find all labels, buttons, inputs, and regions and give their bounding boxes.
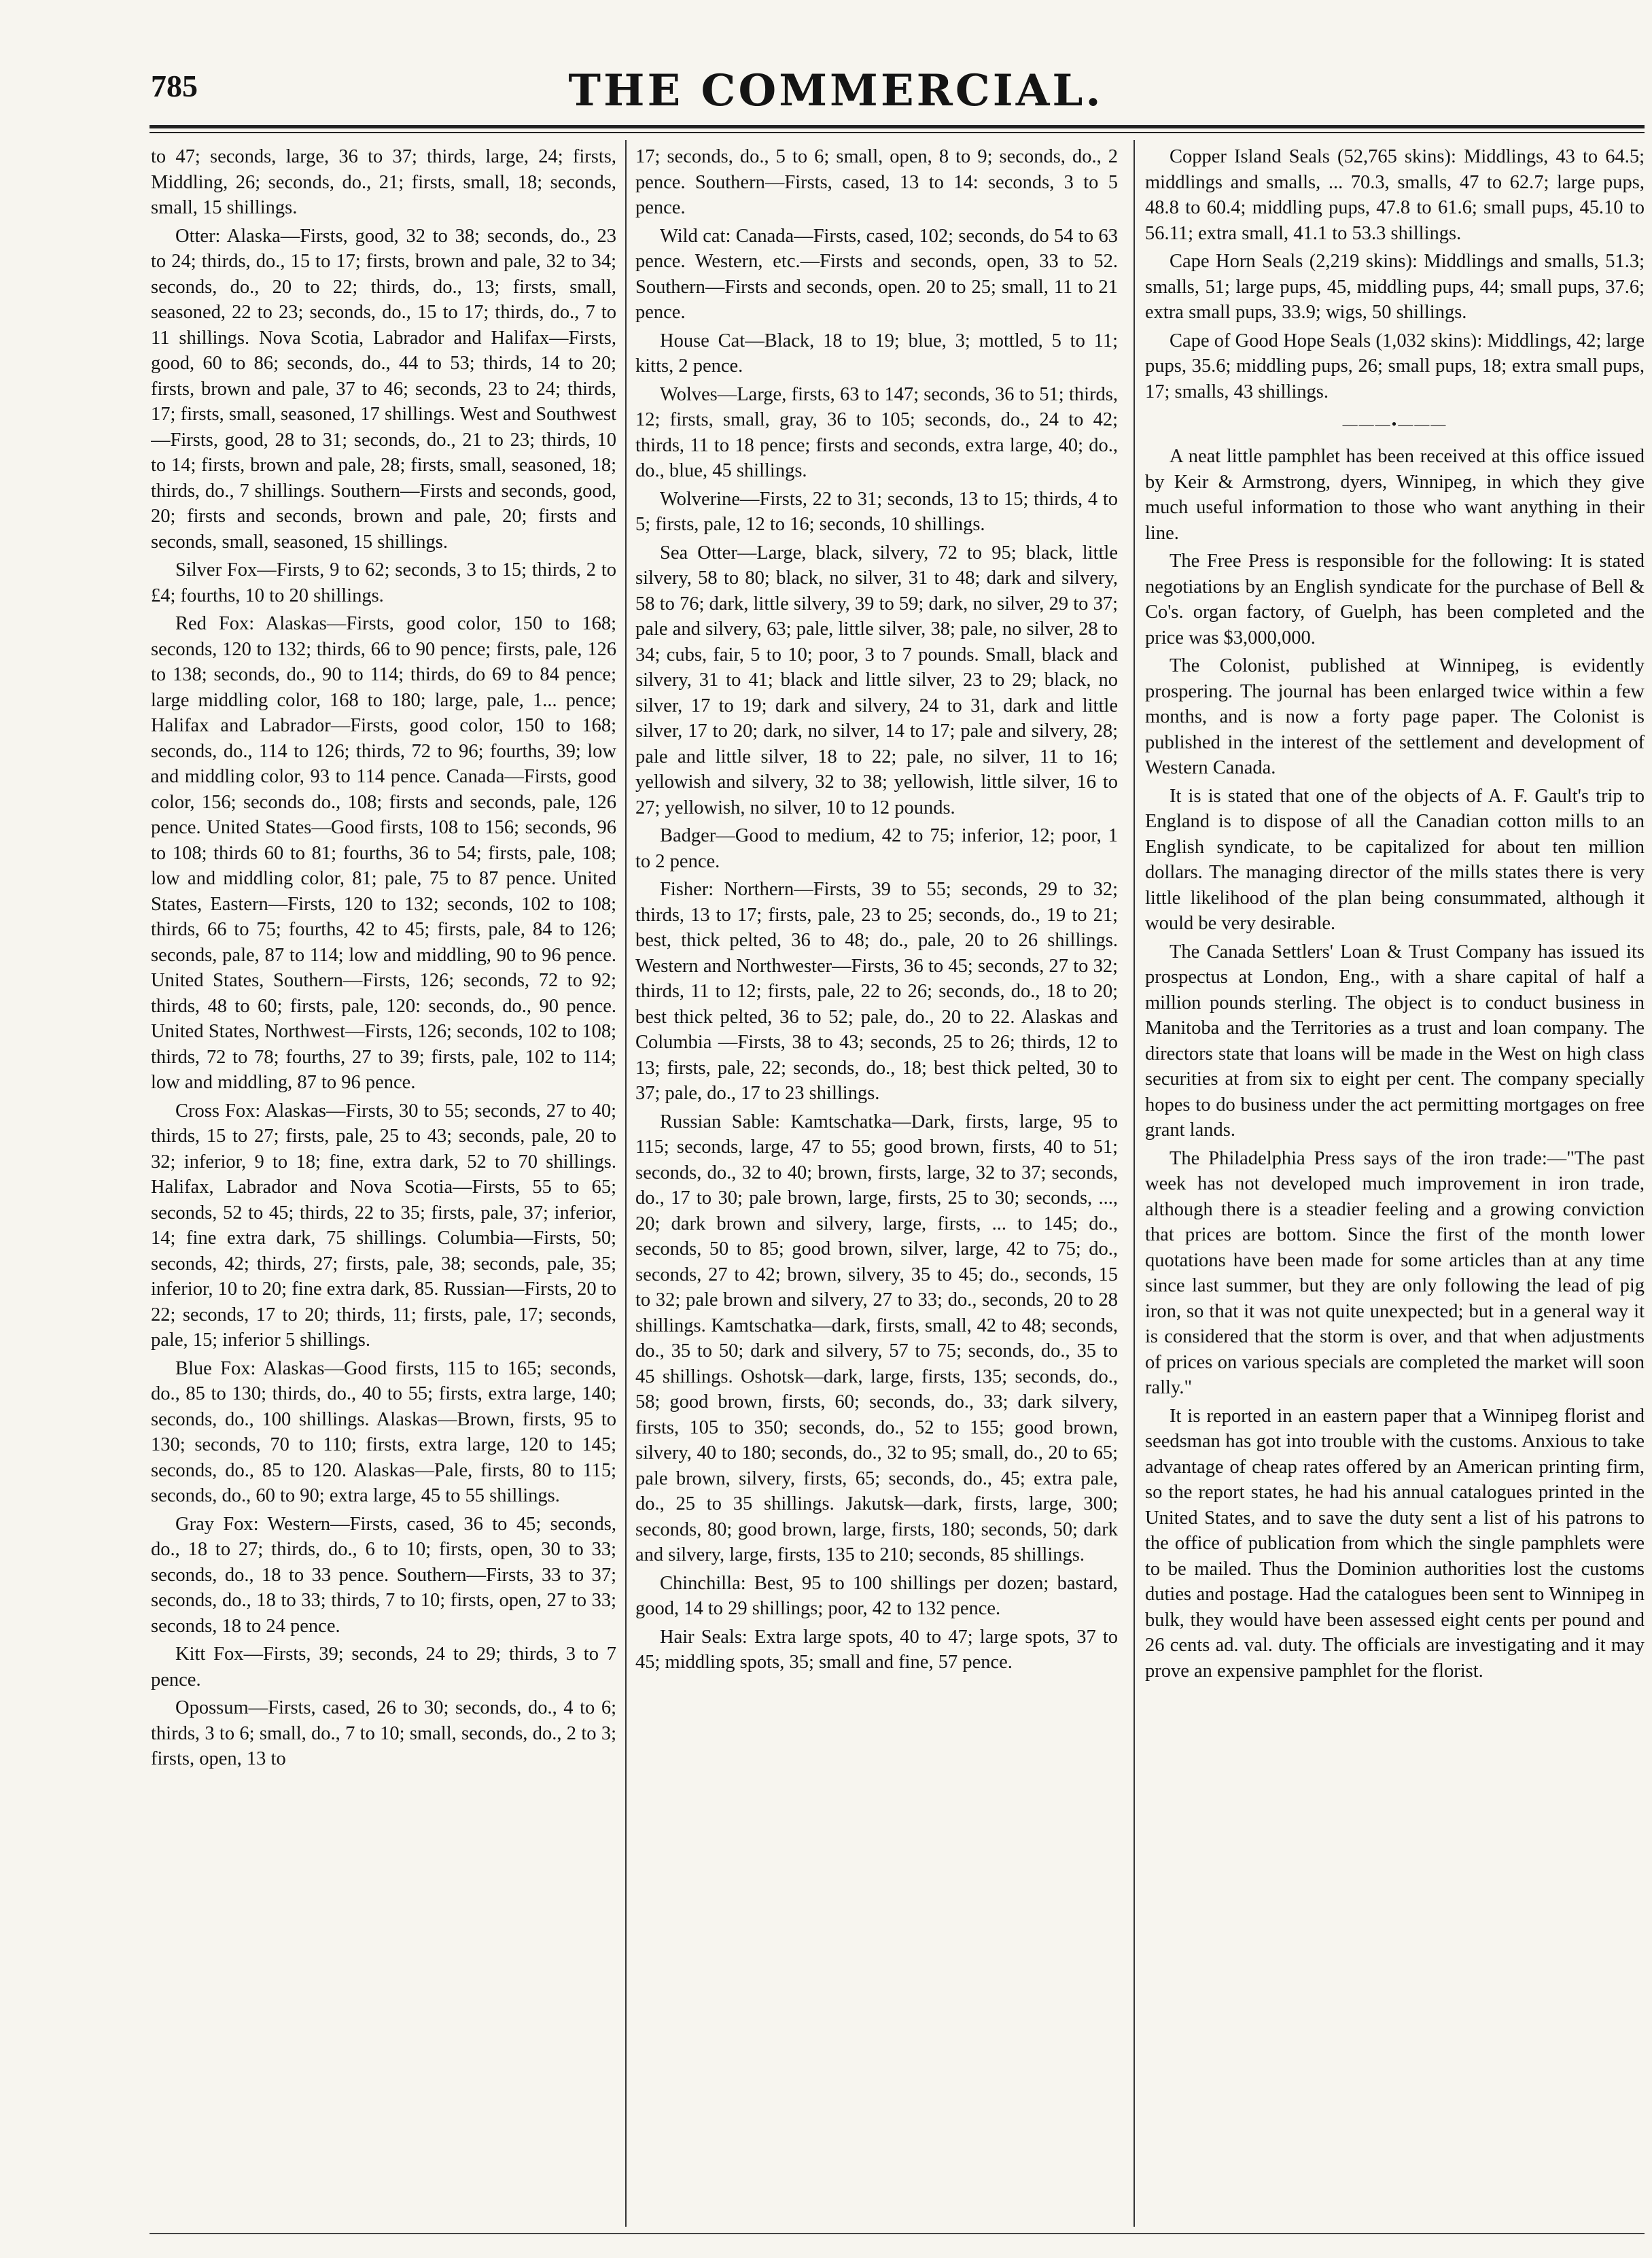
paragraph: Chinchilla: Best, 95 to 100 shillings per dozen; bastard, good, 14 to 29 shillings; poor, 42 to 132 pence. [635,1572,1118,1619]
paragraph: Badger—Good to medium, 42 to 75; inferior, 12; poor, 1 to 2 pence. [635,825,1118,872]
paragraph: Otter: Alaska—Firsts, good, 32 to 38; seconds, do., 23 to 24; thirds, do., 15 to 17; firsts, brown and pale, 32 to 34; seconds, do., 20 to 22; thirds, do., 13; firsts, small, seasoned, 22 to 23; seconds, do., 15 to 17; thirds, do., 7 to 11 shillings. Nova Scotia, Labrador and Halifax—Firsts, good, 60 to 86; seconds, do., 44 to 53; thirds, 14 to 20; firsts, brown and pale, 37 to 46; seconds, 23 to 24; thirds, 17; firsts, small, seasoned, 17 shillings. West and Southwest—Firsts, good, 28 to 31; seconds, do., 21 to 23; thirds, 10 to 14; firsts, brown and pale, 28; firsts, small, seasoned, 18; thirds, do., 7 shillings. Southern—Firsts and seconds, good, 20; firsts and seconds, brown and pale, 20; firsts and seconds, small, seasoned, 15 shillings. [151,225,616,553]
paragraph: Cape of Good Hope Seals (1,032 skins): Middlings, 42; large pups, 35.6; middling pups, 26; small pups, 18; extra small pups, 17; smalls, 43 shillings. [1145,330,1645,402]
paragraph: Kitt Fox—Firsts, 39; seconds, 24 to 29; thirds, 3 to 7 pence. [151,1644,616,1690]
paragraph: Red Fox: Alaskas—Firsts, good color, 150 to 168; seconds, 120 to 132; thirds, 66 to 90 pence; firsts, pale, 126 to 138; seconds, do., 90 to 114; thirds, do 69 to 84 pence; large middling color, 168 to 180; large, pale, 1... pence; Halifax and Labrador—Firsts, good color, 150 to 168; seconds, do., 114 to 126; thirds, 72 to 96; fourths, 39; low and middling color, 93 to 114 pence. Canada—Firsts, good color, 156; seconds do., 108; firsts and seconds, pale, 126 pence. United States—Good firsts, 108 to 156; seconds, 96 to 108; thirds 60 to 81; fourths, 36 to 54; firsts, pale, 108; low and middling color, 81; pale, 75 to 87 pence. United States, Eastern—Firsts, 120 to 132; seconds, 102 to 108; thirds, 66 to 75; fourths, 42 to 45; firsts, pale, 84 to 126; seconds, pale, 87 to 114; low and middling, 90 to 96 pence. United States, Southern—Firsts, 126; seconds, 72 to 92; thirds, 48 to 60; firsts, pale, 120: seconds, do., 90 pence. United States, Northwest—Firsts, 126; seconds, 102 to 108; thirds, 72 to 78; fourths, 27 to 39; firsts, pale, 102 to 114; low and middling, 87 to 96 pence. [151,613,616,1093]
footer-rule [150,2233,1645,2234]
paragraph: The Canada Settlers' Loan & Trust Company has issued its prospectus at London, Eng., with a share capital of half a million pounds sterling. The object is to conduct business in Manitoba and the Territories as a trust and loan company. The directors state that loans will be made in the West on high class securities at from six to eight per cent. The company specially hopes to do business under the act permitting mortgages on free grant lands. [1145,941,1645,1141]
column-1 [151,144,616,2224]
paragraph: Fisher: Northern—Firsts, 39 to 55; seconds, 29 to 32; thirds, 13 to 17; firsts, pale, 23 to 25; seconds, do., 19 to 21; best, thick pelted, 36 to 48; do., pale, 20 to 26 shillings. Western and Northwester—Firsts, 36 to 45; seconds, 27 to 32; thirds, 11 to 12; firsts, pale, 22 to 26; seconds, do., 18 to 20; best thick pelted, 36 to 52; pale, do., 20 to 22. Alaskas and Columbia —Firsts, 38 to 43; seconds, 25 to 26; thirds, 12 to 13; firsts, pale, 22; seconds, do., 18; best thick pelted, 30 to 37; pale, do., 17 to 23 shillings. [635,879,1118,1104]
paragraph: Sea Otter—Large, black, silvery, 72 to 95; black, little silvery, 58 to 80; black, no silver, 31 to 48; dark and silvery, 58 to 76; dark, little silvery, 39 to 59; dark, no silver, 29 to 37; pale and silvery, 63; pale, little silver, 38; pale, no silver, 28 to 34; cubs, fair, 5 to 10; poor, 3 to 7 pounds. Small, black and silvery, 31 to 41; black and little silver, 23 to 29; black, no silver, 17 to 19; dark and silvery, 24 to 31, dark and little silver, 17 to 20; dark, no silver, 14 to 17; pale and silvery, 28; pale and little silver, 18 to 22; pale, no silver, 11 to 16; yellowish and silvery, 32 to 38; yellowish, little silver, 16 to 27; yellowish, no silver, 10 to 12 pounds. [635,542,1118,818]
paragraph: Wolves—Large, firsts, 63 to 147; seconds, 36 to 51; thirds, 12; firsts, small, gray, 36 to 105; seconds, do., 24 to 42; thirds, 11 to 18 pence; firsts and seconds, extra large, 40; do., do., blue, 45 shillings. [635,383,1118,481]
paragraph: Silver Fox—Firsts, 9 to 62; seconds, 3 to 15; thirds, 2 to £4; fourths, 10 to 20 shillings. [151,559,616,606]
paragraph: 17; seconds, do., 5 to 6; small, open, 8 to 9; seconds, do., 2 pence. Southern—Firsts, cased, 13 to 14: seconds, 3 to 5 pence. [635,146,1118,218]
header-rule [150,125,1645,128]
paragraph: It is is stated that one of the objects of A. F. Gault's trip to England is to dispose of all the Canadian cotton mills to an English syndicate, to be capitalized for about ten million dollars. The managing director of the mills states there is very little likelihood of the plan being consummated, although it would be very desirable. [1145,785,1645,934]
paragraph: Cross Fox: Alaskas—Firsts, 30 to 55; seconds, 27 to 40; thirds, 15 to 27; firsts, pale, 25 to 43; seconds, pale, 20 to 32; inferior, 9 to 18; fine, extra dark, 52 to 70 shillings. Halifax, Labrador and Nova Scotia—Firsts, 55 to 65; seconds, 52 to 45; thirds, 22 to 35; firsts, pale, 37; inferior, 14; fine extra dark, 75 shillings. Columbia—Firsts, 50; seconds, 42; thirds, 27; firsts, pale, 38; seconds, pale, 35; inferior, 10 to 20; fine extra dark, 85. Russian—Firsts, 20 to 22; seconds, 17 to 20; thirds, 11; firsts, pale, 17; seconds, pale, 15; inferior 5 shillings. [151,1100,616,1351]
paragraph: Wolverine—Firsts, 22 to 31; seconds, 13 to 15; thirds, 4 to 5; firsts, pale, 12 to 16; seconds, 10 shillings. [635,488,1118,535]
paragraph: Cape Horn Seals (2,219 skins): Middlings and smalls, 51.3; smalls, 51; large pups, 45, middling pups, 44; small pups, 37.6; extra small pups, 33.9; wigs, 50 shillings. [1145,251,1645,323]
paragraph: Opossum—Firsts, cased, 26 to 30; seconds, do., 4 to 6; thirds, 3 to 6; small, do., 7 to 10; small, seconds, do., 2 to 3; firsts, open, 13 to [151,1697,616,1769]
paragraph: Copper Island Seals (52,765 skins): Middlings, 43 to 64.5; middlings and smalls, ... 70.3, smalls, 47 to 62.7; large pups, 48.8 to 60.4; middling pups, 47.8 to 61.6; small pups, 45.10 to 56.11; extra small, 41.1 to 53.3 shillings. [1145,146,1645,244]
column-rule [625,140,627,2227]
paragraph: Russian Sable: Kamtschatka—Dark, firsts, large, 95 to 115; seconds, large, 47 to 55; good brown, firsts, 40 to 51; seconds, do., 32 to 40; brown, firsts, large, 32 to 37; seconds, do., 17 to 30; pale brown, large, firsts, 25 to 30; seconds, ..., 20; dark brown and silvery, large, firsts, ... to 145; do., seconds, 50 to 85; good brown, silver, large, 42 to 75; do., seconds, 27 to 42; brown, silvery, 35 to 45; do., seconds, 15 to 32; pale brown and silvery, 27 to 33; do., seconds, 20 to 28 shillings. Kamtschatka—dark, firsts, small, 42 to 48; seconds, do., 35 to 50; dark and silvery, 57 to 75; seconds, do., 35 to 45 shillings. Oshotsk—dark, large, firsts, 135; seconds, do., 58; good brown, firsts, 60; seconds, do., 33; dark silvery, firsts, 105 to 350; seconds, do., 52 to 155; good brown, silvery, 40 to 180; seconds, do., 32 to 95; small, do., 20 to 65; pale brown, silvery, firsts, 65; seconds, do., 45; extra pale, do., 25 to 35 shillings. Jakutsk—dark, firsts, large, 300; seconds, 80; good brown, large, firsts, 180; seconds, 50; dark and silvery, large, firsts, 135 to 210; seconds, 85 shillings. [635,1111,1118,1565]
column-rule [1133,140,1135,2227]
paragraph: A neat little pamphlet has been received at this office issued by Keir & Armstrong, dyers, Winnipeg, in which they give much useful information to those who want anything in their line. [1145,446,1645,544]
page-number: 785 [151,69,198,103]
paragraph: It is reported in an eastern paper that a Winnipeg florist and seedsman has got into trouble with the customs. Anxious to take advantage of cheap rates offered by an American printing firm, so the report states, he had his annual catalogues printed in the United States, and to save the duty sent a list of his patrons to the office of publication from which the single pamphlets were to be mailed. Thus the Dominion authorities lost the customs duties and postage. Had the catalogues been sent to Winnipeg in bulk, they would have been assessed eight cents per pound and 26 cents ad. val. duty. The officials are investigating and it may prove an expensive pamphlet for the florist. [1145,1405,1645,1682]
paragraph: The Philadelphia Press says of the iron trade:—"The past week has not developed much improvement in iron trade, although there is a steadier feeling and a growing conviction that prices are bottom. Since the first of the month lower quotations have been made for some articles than at any time since last summer, but they are only following the lead of pig iron, so that it was not quite unexpected; but in a general way it is considered that the storm is over, and that when adjustments of prices on various specials are completed the market will soon rally." [1145,1147,1645,1398]
paragraph: to 47; seconds, large, 36 to 37; thirds, large, 24; firsts, Middling, 26; seconds, do., 21; firsts, small, 18; seconds, small, 15 shillings. [151,146,616,218]
header-rule-thin [150,132,1645,133]
column-2 [635,144,1118,2224]
column-3 [1145,144,1645,2224]
section-divider: ———•——— [1342,415,1447,432]
paragraph: Hair Seals: Extra large spots, 40 to 47; large spots, 37 to 45; middling spots, 35; small and fine, 57 pence. [635,1626,1118,1673]
paragraph: The Free Press is responsible for the following: It is stated negotiations by an English syndicate for the purchase of Bell & Co's. organ factory, of Guelph, has been completed and the price was $3,000,000. [1145,551,1645,648]
masthead: THE COMMERCIAL. [568,65,1104,116]
paragraph: The Colonist, published at Winnipeg, is evidently prospering. The journal has been enlarged twice within a few months, and is now a forty page paper. The Colonist is published in the interest of the settlement and development of Western Canada. [1145,655,1645,778]
paragraph: House Cat—Black, 18 to 19; blue, 3; mottled, 5 to 11; kitts, 2 pence. [635,330,1118,377]
paragraph: Gray Fox: Western—Firsts, cased, 36 to 45; seconds, do., 18 to 27; thirds, do., 6 to 10; firsts, open, 30 to 33; seconds, do., 18 to 33 pence. Southern—Firsts, 33 to 37; seconds, do., 18 to 33; thirds, 7 to 10; firsts, open, 27 to 33; seconds, 18 to 24 pence. [151,1513,616,1637]
paragraph: Wild cat: Canada—Firsts, cased, 102; seconds, do 54 to 63 pence. Western, etc.—Firsts and seconds, open, 33 to 52. Southern—Firsts and seconds, open. 20 to 25; small, 11 to 21 pence. [635,225,1118,323]
paragraph: Blue Fox: Alaskas—Good firsts, 115 to 165; seconds, do., 85 to 130; thirds, do., 40 to 55; firsts, extra large, 140; seconds, do., 100 shillings. Alaskas—Brown, firsts, 95 to 130; seconds, 70 to 110; firsts, extra large, 120 to 145; seconds, do., 85 to 120. Alaskas—Pale, firsts, 80 to 115; seconds, do., 60 to 90; extra large, 45 to 55 shillings. [151,1357,616,1506]
